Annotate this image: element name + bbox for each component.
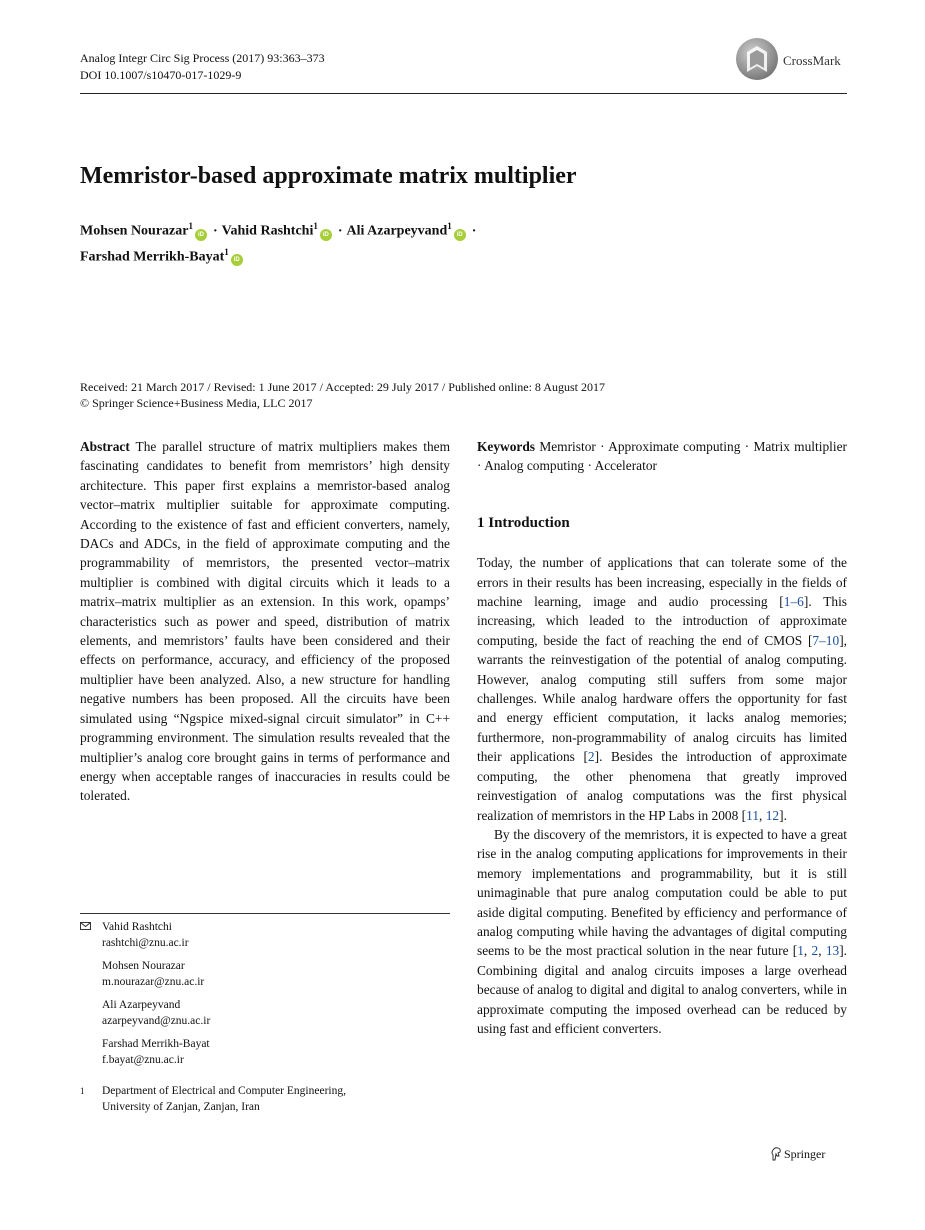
keywords	[477, 437, 847, 476]
envelope-icon	[80, 922, 91, 930]
publisher-logo	[784, 1147, 825, 1162]
publication-dates	[80, 379, 605, 411]
citation-link[interactable]: 1–6	[783, 594, 804, 610]
contact-entry	[80, 959, 450, 990]
history-dates: Received: 21 March 2017 / Revised: 1 June 2017 / Accepted: 29 July 2017 / Published online: 8 August 2017	[80, 380, 605, 394]
contact-entry	[80, 920, 450, 951]
intro-text: By the discovery of the memristors, it is expected to have a great rise in the analog computing applications for improvements in their memory implementations and programmability, but it is still unimaginable that pure analog computation could be able to put aside digital computing. Benefited by efficiency and performance of analog computing while having the advantages of digital computing seems to be the most practical solution in the near future [	[477, 826, 847, 959]
affiliation-line: Department of Electrical and Computer Engineering,	[102, 1085, 346, 1097]
author-affiliation-mark: 1	[224, 246, 229, 257]
paper-title: Memristor-based approximate matrix multiplier	[80, 163, 577, 189]
intro-text: ,	[759, 807, 766, 823]
header-divider	[80, 93, 847, 94]
author-separator: ·	[213, 223, 218, 239]
copyright-line: © Springer Science+Business Media, LLC 2017	[80, 396, 313, 410]
contact-email[interactable]: azarpeyvand@znu.ac.ir	[102, 1014, 211, 1027]
author-affiliation-mark: 1	[447, 221, 452, 231]
author-separator: ·	[471, 223, 477, 239]
abstract-label: Abstract	[80, 439, 130, 454]
citation-link[interactable]: 7–10	[812, 632, 840, 648]
intro-paragraph	[477, 825, 847, 1038]
crossmark-label: CrossMark	[783, 53, 841, 68]
contact-entry	[80, 998, 450, 1029]
author-affiliation-mark: 1	[188, 221, 193, 231]
section-heading-introduction: 1 Introduction	[477, 514, 570, 531]
author-name[interactable]: Farshad Merrikh-Bayat	[80, 249, 225, 265]
intro-text: ]. This increasing, which leaded to the introduction of approximate computing, beside the fact of reaching the end of CMOS [	[477, 594, 848, 648]
orcid-icon[interactable]: iD	[320, 229, 332, 241]
abstract-text: The parallel structure of matrix multipliers makes them fascinating candidates to benefit from memristors’ high density architecture. This paper first explains a memristor-based analog vector–matrix multiplier suitable for approximate computing. According to the existence of fast and efficient converters, namely, DACs and ADCs, in the field of approximate computing and the programmability of memristors, the presented vector–matrix multiplier is combined with digital circuits which it leads to a matrix–matrix multiplier as an extension. In this work, opamps’ characteristics such as power and speed, distribution of matrix elements, and memristors’ faults have been considered and their effects on performance, accuracy, and efficiency of the proposed multiplier have been analyzed. Also, a new structure for handling negative numbers has been proposed. All the circuits have been simulated using “Ngspice mixed-signal circuit simulator” in C++ programming environment. The simulation results revealed that the multiplier’s analog core brought gains in terms of performance and energy when acceptable ranges of inaccuracies in results could be tolerated.	[80, 439, 451, 804]
citation-link[interactable]: 2	[587, 749, 595, 765]
citation-link[interactable]: 1	[797, 943, 804, 959]
orcid-icon[interactable]: iD	[231, 254, 243, 266]
affiliation-number: 1	[80, 1086, 85, 1096]
intro-text: ]. Besides the introduction of approximate computing, the other phenomena that greatly improved reinvestigation of analog computations was the first physical realization of memristors in the HP Labs in 2008 [	[477, 749, 847, 823]
author-list	[80, 216, 840, 267]
doi[interactable]: DOI 10.1007/s10470-017-1029-9	[80, 68, 242, 82]
contact-name: Farshad Merrikh-Bayat	[102, 1038, 210, 1050]
contact-name: Vahid Rashtchi	[102, 921, 172, 933]
right-column	[477, 437, 847, 1038]
affiliation-footnote	[80, 1084, 450, 1115]
springer-horse-icon	[770, 1147, 782, 1161]
contact-email[interactable]: rashtchi@znu.ac.ir	[102, 936, 189, 949]
author-contacts	[80, 920, 450, 1076]
intro-text: Today, the number of applications that can tolerate some of the errors in their results has been increasing, especially in the fields of machine learning, image and audio processing [	[477, 555, 847, 610]
orcid-icon[interactable]: iD	[454, 229, 466, 241]
intro-text: ]. Combining digital and analog circuits imposes a large overhead because of analog to digital and digital to analog converters, while in approximate computing the imposed overhead can be reduced by using fast and efficient converters.	[477, 943, 848, 1036]
contact-email[interactable]: m.nourazar@znu.ac.ir	[102, 975, 205, 988]
intro-text: ].	[779, 807, 787, 823]
author-affiliation-mark: 1	[313, 221, 318, 231]
intro-paragraph	[477, 553, 847, 825]
journal-citation: Analog Integr Circ Sig Process (2017) 93:363–373	[80, 51, 325, 65]
contact-name: Mohsen Nourazar	[102, 960, 185, 972]
keywords-text: Memristor · Approximate computing · Matrix multiplier · Analog computing · Accelerator	[477, 439, 847, 474]
author-separator: ·	[337, 223, 343, 239]
orcid-icon[interactable]: iD	[195, 229, 207, 241]
intro-text: ,	[803, 943, 812, 959]
affiliation-line: University of Zanjan, Zanjan, Iran	[102, 1100, 260, 1113]
contact-name: Ali Azarpeyvand	[102, 999, 181, 1011]
author-name[interactable]: Vahid Rashtchi	[221, 223, 314, 239]
crossmark-icon	[736, 38, 778, 80]
intro-text: ,	[818, 943, 826, 959]
contact-email[interactable]: f.bayat@znu.ac.ir	[102, 1053, 184, 1066]
abstract-section	[80, 437, 450, 806]
crossmark-badge[interactable]	[736, 38, 848, 82]
citation-link[interactable]: 12	[765, 807, 780, 823]
journal-header	[80, 50, 325, 84]
contact-entry	[80, 1037, 450, 1068]
intro-text: ], warrants the reinvestigation of the potential of analog computing. However, analog computing still suffers from some major challenges. While analog hardware offers the opportunity for fast and energy efficient computation, it lacks analog memories; furthermore, non-programmability of analog circuits has limited their applications [	[477, 632, 847, 765]
keywords-label: Keywords	[477, 439, 536, 454]
author-name[interactable]: Ali Azarpeyvand	[346, 223, 448, 239]
citation-link[interactable]: 13	[825, 943, 840, 959]
author-name[interactable]: Mohsen Nourazar	[80, 223, 189, 239]
citation-link[interactable]: 11	[746, 807, 760, 823]
footnote-divider	[80, 913, 450, 914]
citation-link[interactable]: 2	[811, 943, 819, 959]
publisher-name: Springer	[784, 1147, 826, 1161]
